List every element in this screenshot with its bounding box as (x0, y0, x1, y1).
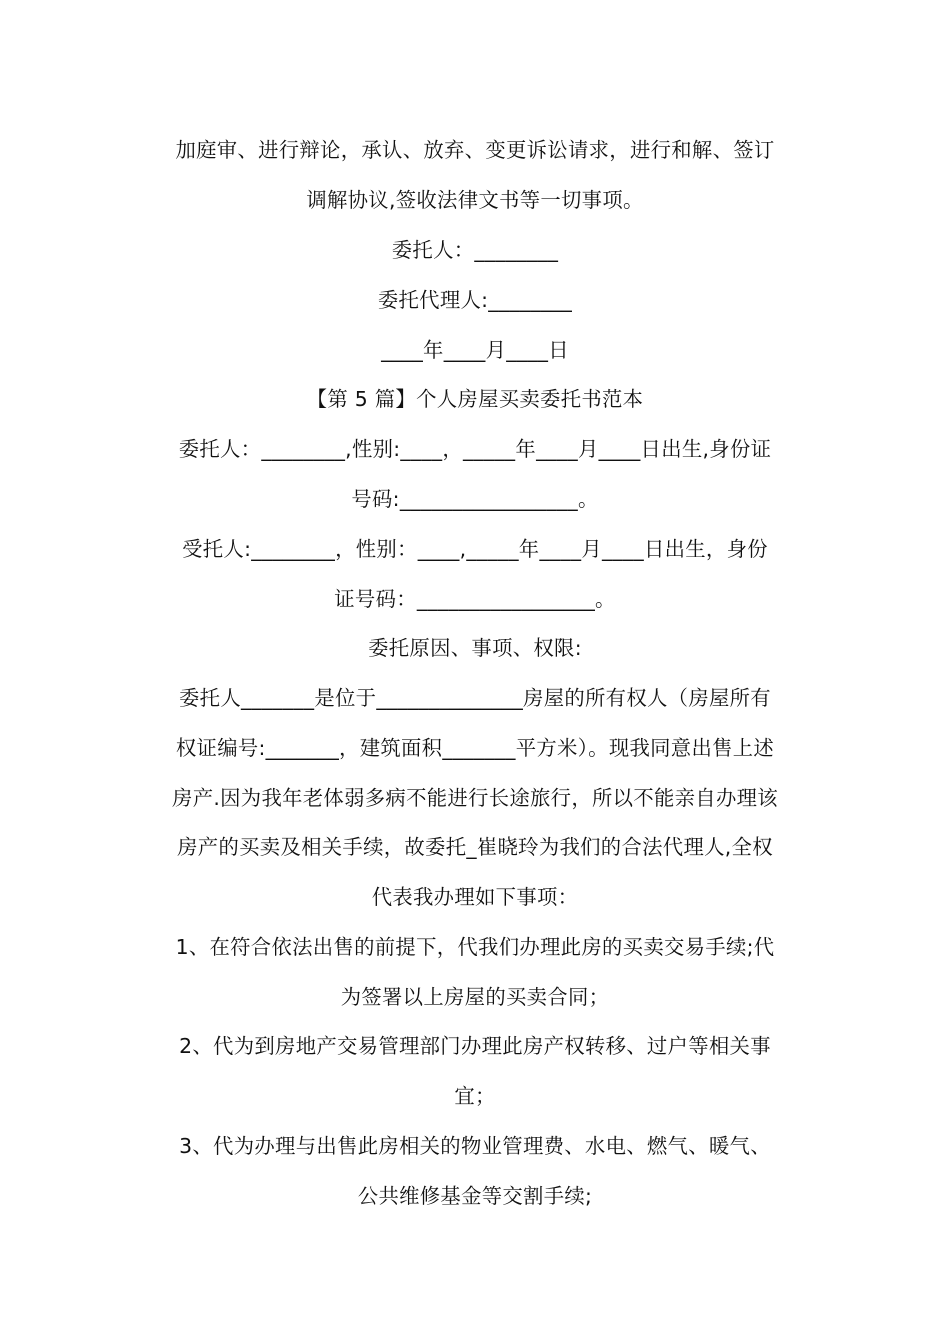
text-line: 委托代理人:________ (377, 288, 573, 312)
text-line: 宜； (454, 1084, 496, 1108)
text-line: 权证编号:_______，建筑面积_______平方米）。现我同意出售上述 (175, 736, 775, 760)
text-line: 为签署以上房屋的买卖合同； (340, 985, 610, 1009)
text-line: 1、在符合依法出售的前提下，代我们办理此房的买卖交易手续;代 (175, 935, 775, 959)
text-line: 调解协议,签收法律文书等一切事项。 (306, 188, 644, 212)
text-line: ____年____月____日 (381, 338, 569, 362)
text-line: 房产的买卖及相关手续，故委托_崔晓玲为我们的合法代理人,全权 (177, 835, 773, 859)
text-line: 2、代为到房地产交易管理部门办理此房产权转移、过户等相关事 (179, 1034, 771, 1058)
section-heading: 【第 5 篇】个人房屋买卖委托书范本 (306, 387, 644, 411)
text-line: 委托人：________ (391, 238, 559, 262)
text-line: 受托人:________，性别：____,_____年____月____日出生，身份 (182, 537, 768, 561)
text-line: 号码:_________________。 (351, 487, 599, 511)
text-line: 3、代为办理与出售此房相关的物业管理费、水电、燃气、暖气、 (179, 1134, 771, 1158)
text-line: 公共维修基金等交割手续; (357, 1184, 593, 1208)
text-line: 委托人：________,性别:____，_____年____月____日出生,身份证 (178, 437, 772, 461)
text-line: 委托原因、事项、权限: (368, 636, 582, 660)
text-line: 证号码：_________________。 (334, 587, 616, 611)
text-line: 委托人_______是位于______________房屋的所有权人（房屋所有 (179, 686, 771, 710)
text-line: 房产.因为我年老体弱多病不能进行长途旅行，所以不能亲自办理该 (172, 786, 778, 810)
text-line: 代表我办理如下事项： (371, 885, 579, 909)
text-line: 加庭审、进行辩论，承认、放弃、变更诉讼请求，进行和解、签订 (175, 138, 775, 162)
